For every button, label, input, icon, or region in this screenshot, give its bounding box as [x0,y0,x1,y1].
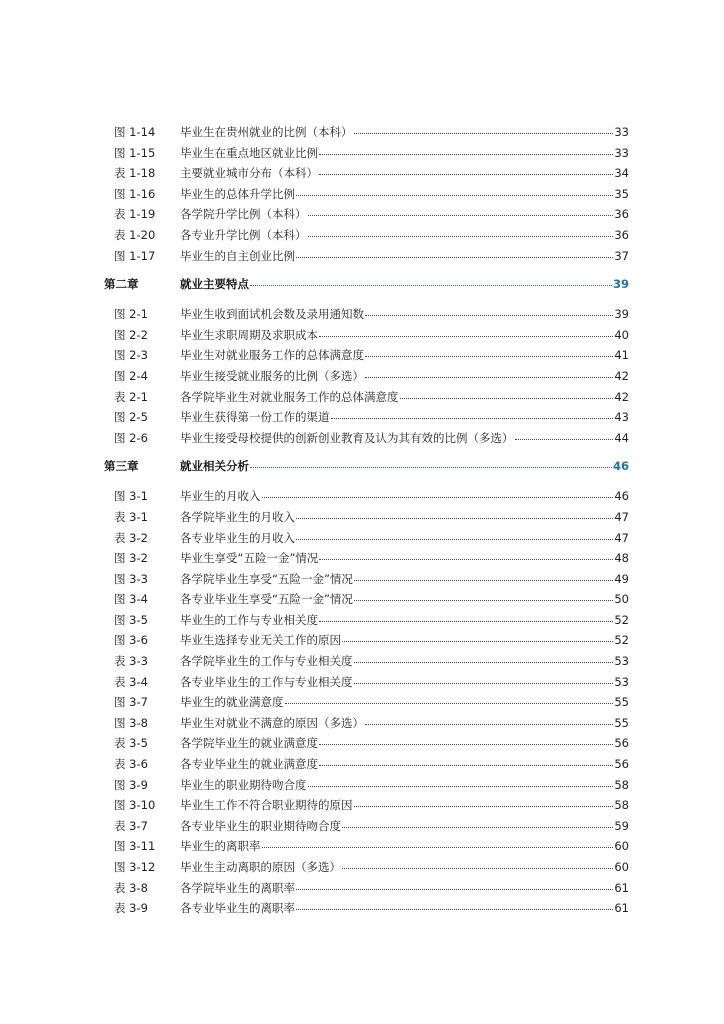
toc-entry-label: 图 3-4 [114,592,148,607]
dot-leader [365,723,613,725]
dot-leader [319,558,613,560]
toc-entry-label: 图 2-4 [114,368,148,383]
toc-entry-title: 毕业生接受就业服务的比例（多选） [180,368,364,383]
dot-leader [515,438,614,440]
toc-entry-title: 毕业生的总体升学比例 [180,186,295,201]
toc-entry-label: 表 3-8 [114,880,148,895]
toc-entry-page: 36 [614,227,629,242]
toc-entry-title-line [180,775,629,796]
toc-entry-title: 毕业生对就业服务工作的总体满意度 [180,348,364,363]
toc-entry-title: 毕业生工作不符合职业期待的原因 [180,798,353,813]
toc-entry-title: 毕业生获得第一份工作的渠道 [180,410,330,425]
toc-entry-label: 图 2-6 [114,430,148,445]
toc-entry-title: 毕业生主动离职的原因（多选） [180,860,341,874]
toc-entry[interactable] [0,610,724,631]
toc-entry-page: 56 [614,736,629,751]
toc-entry-label: 表 1-18 [114,166,156,181]
toc-entry-title-line [180,548,629,569]
toc-entry-page: 60 [614,839,629,854]
dot-leader [354,682,614,684]
toc-entry-page: 53 [614,674,629,689]
toc-chapter-heading[interactable] [0,274,724,295]
toc-entry-title: 毕业生对就业不满意的原因（多选） [180,715,364,730]
dot-leader [250,284,612,286]
dot-leader [319,153,613,155]
toc-entry-label: 表 1-20 [114,227,156,242]
toc-entry-label: 图 1-16 [114,186,156,201]
toc-entry-title: 毕业生接受母校提供的创新创业教育及认为其有效的比例（多选） [180,430,514,445]
dot-leader [342,640,613,642]
dot-leader [342,826,613,828]
toc-entry-title-line [180,610,629,631]
toc-entry-page: 42 [614,368,629,383]
toc-entry-title: 各专业毕业生的工作与专业相关度 [180,674,353,689]
toc-chapter-title: 就业相关分析 [180,459,249,474]
toc-entry-label: 图 3-3 [114,571,148,586]
toc-entry-title-line [180,507,629,528]
toc-entry-title-line [180,407,629,428]
toc-entry-title: 毕业生的工作与专业相关度 [180,612,318,627]
toc-entry-page: 35 [614,186,629,201]
toc-entry-title-line [180,713,629,734]
toc-entry-title-line [180,878,629,899]
toc-entry-page: 53 [614,654,629,669]
toc-entry-title-line [180,672,629,693]
toc-entry-title-line [180,857,629,878]
dot-leader [365,376,613,378]
toc-entry[interactable] [0,898,724,919]
toc-entry[interactable] [0,692,724,713]
toc-entry[interactable] [0,225,724,246]
toc-entry-title-line [180,651,629,672]
toc-entry-page: 60 [614,860,629,874]
toc-entry[interactable] [0,428,724,449]
toc-chapter-page: 46 [612,459,629,474]
toc-entry-title: 毕业生的离职率 [180,839,261,854]
toc-entry[interactable] [0,366,724,387]
toc-entry[interactable] [0,713,724,734]
toc-entry-page: 59 [614,818,629,833]
toc-entry-title: 各学院毕业生的离职率 [180,880,295,895]
toc-entry-title: 毕业生的就业满意度 [180,695,284,710]
toc-entry-title: 主要就业城市分布（本科） [180,166,318,181]
toc-chapter-label: 第三章 [104,459,139,474]
toc-entry-page: 33 [614,125,629,139]
toc-entry-label: 表 3-2 [114,530,148,545]
toc-entry-label: 表 2-1 [114,389,148,404]
toc-entry[interactable] [0,304,724,325]
toc-entry-title-line [180,836,629,857]
dot-leader [354,579,613,581]
toc-entry-label: 表 3-3 [114,654,148,669]
toc-entry-label: 图 3-10 [114,798,156,813]
toc-entry-title: 毕业生的月收入 [180,489,261,504]
toc-entry[interactable] [0,325,724,346]
toc-entry-page: 61 [614,901,629,916]
dot-leader [319,743,613,745]
dot-leader [354,599,613,601]
toc-entry-title: 各专业毕业生的月收入 [180,530,295,545]
dot-leader [331,417,614,419]
toc-entry-label: 表 3-1 [114,509,148,524]
toc-entry-page: 61 [614,880,629,895]
toc-entry-title-line [180,143,629,164]
toc-entry-title-line [180,898,629,919]
toc-entry-title: 各专业毕业生的离职率 [180,901,295,916]
toc-entry[interactable] [0,775,724,796]
toc-entry-title-line [180,246,629,267]
dot-leader [262,846,614,848]
toc-entry-label: 图 2-5 [114,410,148,425]
toc-entry[interactable] [0,528,724,549]
toc-entry-title-line [180,163,629,184]
toc-entry-label: 图 3-8 [114,715,148,730]
toc-entry-page: 33 [614,145,629,160]
toc-entry-title-line [180,692,629,713]
toc-entry-title-line [180,366,629,387]
toc-entry[interactable] [0,246,724,267]
toc-entry-label: 图 3-6 [114,633,148,648]
toc-entry-page: 56 [614,757,629,772]
toc-entry-title: 毕业生选择专业无关工作的原因 [180,633,341,648]
toc-entry-page: 43 [614,410,629,425]
toc-entry-page: 55 [614,695,629,710]
toc-entry[interactable] [0,795,724,816]
toc-entry-label: 表 1-19 [114,207,156,222]
toc-entry-page: 36 [614,207,629,222]
toc-entry-title: 各专业升学比例（本科） [180,227,307,242]
toc-entry[interactable] [0,407,724,428]
dot-leader [319,620,613,622]
toc-entry-label: 图 1-17 [114,248,156,263]
toc-entry-page: 37 [614,248,629,263]
toc-entry-title: 毕业生在重点地区就业比例 [180,145,318,160]
toc-entry-page: 50 [614,592,629,607]
dot-leader [308,235,614,237]
toc-entry[interactable] [0,507,724,528]
toc-entry-label: 图 3-5 [114,612,148,627]
toc-entry-page: 44 [614,430,629,445]
toc-entry-label: 图 3-9 [114,777,148,792]
toc-entry-page: 55 [614,715,629,730]
toc-entry-label: 表 3-7 [114,818,148,833]
toc-entry-page: 46 [614,489,629,504]
toc-entry-title-line [180,456,629,477]
dot-leader [342,867,613,869]
dot-leader [400,397,614,399]
toc-entry-title-line [180,304,629,325]
toc-entry-title-line [180,325,629,346]
toc-entry-title: 毕业生的自主创业比例 [180,248,295,263]
toc-entry-page: 40 [614,327,629,342]
toc-entry-page: 47 [614,530,629,545]
toc-chapter-title: 就业主要特点 [180,277,249,292]
dot-leader [308,785,614,787]
toc-entry-title-line [180,274,629,295]
toc-entry-label: 表 3-9 [114,901,148,916]
toc-entry-label: 图 3-7 [114,695,148,710]
dot-leader [319,335,613,337]
toc-entry-label: 图 3-1 [114,489,148,504]
toc-entry-page: 52 [614,612,629,627]
toc-entry-title-line [180,345,629,366]
dot-leader [296,908,613,910]
toc-chapter-heading[interactable] [0,456,724,477]
toc-entry-label: 表 3-6 [114,757,148,772]
toc-entry-title: 各专业毕业生享受“五险一金”情况 [180,592,353,607]
toc-entry[interactable] [0,345,724,366]
toc-entry[interactable] [0,122,724,143]
toc-entry-title-line [180,733,629,754]
toc-entry-label: 图 3-2 [114,551,148,566]
toc-entry-title: 各学院毕业生的工作与专业相关度 [180,654,353,669]
toc-entry-title-line [180,795,629,816]
toc-entry[interactable] [0,836,724,857]
toc-entry[interactable] [0,651,724,672]
toc-entry-page: 41 [614,348,629,363]
toc-entry-title: 各学院毕业生享受“五险一金”情况 [180,571,353,586]
toc-entry[interactable] [0,204,724,225]
toc-entry-title: 毕业生收到面试机会数及录用通知数 [180,307,364,322]
toc-entry-title-line [180,122,629,143]
dot-leader [296,256,613,258]
toc-entry-title-line [180,569,629,590]
toc-entry[interactable] [0,143,724,164]
dot-leader [296,194,613,196]
toc-entry-label: 图 2-2 [114,327,148,342]
toc-entry-title: 毕业生在贵州就业的比例（本科） [180,125,353,139]
dot-leader [365,355,613,357]
dot-leader [354,132,614,134]
toc-entry-title-line [180,387,629,408]
toc-entry-label: 图 2-1 [114,307,148,322]
toc-entry-title: 各学院升学比例（本科） [180,207,307,222]
toc-entry[interactable] [0,733,724,754]
toc-entry-title: 毕业生享受“五险一金”情况 [180,551,319,566]
toc-entry-page: 42 [614,389,629,404]
toc-entry[interactable] [0,878,724,899]
toc-entry-title-line [180,816,629,837]
toc-entry-page: 34 [614,166,629,181]
toc-entry[interactable] [0,548,724,569]
dot-leader [262,496,614,498]
toc-entry[interactable] [0,816,724,837]
toc-entry-title-line [180,225,629,246]
dot-leader [319,764,613,766]
dot-leader [319,173,613,175]
toc-entry-label: 图 2-3 [114,348,148,363]
toc-entry-page: 49 [614,571,629,586]
toc-entry-label: 图 3-12 [114,860,156,874]
toc-entry[interactable] [0,184,724,205]
dot-leader [250,466,612,468]
toc-entry[interactable] [0,857,724,878]
dot-leader [365,314,613,316]
toc-entry-title: 各专业毕业生的职业期待吻合度 [180,818,341,833]
toc-entry-title-line [180,486,629,507]
toc-entry-title: 各专业毕业生的就业满意度 [180,757,318,772]
dot-leader [285,702,614,704]
toc-chapter-label: 第二章 [104,277,139,292]
toc-entry-label: 图 3-11 [114,839,156,854]
toc-entry-page: 58 [614,777,629,792]
toc-entry[interactable] [0,486,724,507]
toc-entry-page: 47 [614,509,629,524]
toc-entry[interactable] [0,387,724,408]
toc-entry-title: 各学院毕业生的月收入 [180,509,295,524]
toc-entry-title-line [180,528,629,549]
toc-entry-label: 表 3-5 [114,736,148,751]
dot-leader [296,517,613,519]
toc-entry-title: 各学院毕业生的就业满意度 [180,736,318,751]
toc-entry-page: 48 [614,551,629,566]
toc-entry-title-line [180,184,629,205]
toc-entry-label: 图 1-14 [114,125,156,139]
toc-entry[interactable] [0,630,724,651]
toc-entry[interactable] [0,589,724,610]
toc-entry[interactable] [0,672,724,693]
toc-entry-title-line [180,630,629,651]
toc-entry[interactable] [0,754,724,775]
toc-entry-title-line [180,754,629,775]
toc-entry-title: 各学院毕业生对就业服务工作的总体满意度 [180,389,399,404]
toc-entry-label: 图 1-15 [114,145,156,160]
toc-entry-page: 58 [614,798,629,813]
toc-entry-page: 52 [614,633,629,648]
toc-entry[interactable] [0,569,724,590]
toc-chapter-page: 39 [612,277,629,292]
toc-entry-title-line [180,589,629,610]
dot-leader [354,661,614,663]
toc-entry[interactable] [0,163,724,184]
toc-entry-page: 39 [614,307,629,322]
toc-entry-title: 毕业生求职周期及求职成本 [180,327,318,342]
dot-leader [308,214,614,216]
dot-leader [296,888,613,890]
toc-entry-title: 毕业生的职业期待吻合度 [180,777,307,792]
toc-entry-title-line [180,428,629,449]
table-of-contents [0,122,724,919]
toc-entry-title-line [180,204,629,225]
dot-leader [296,538,613,540]
toc-entry-label: 表 3-4 [114,674,148,689]
dot-leader [354,805,614,807]
